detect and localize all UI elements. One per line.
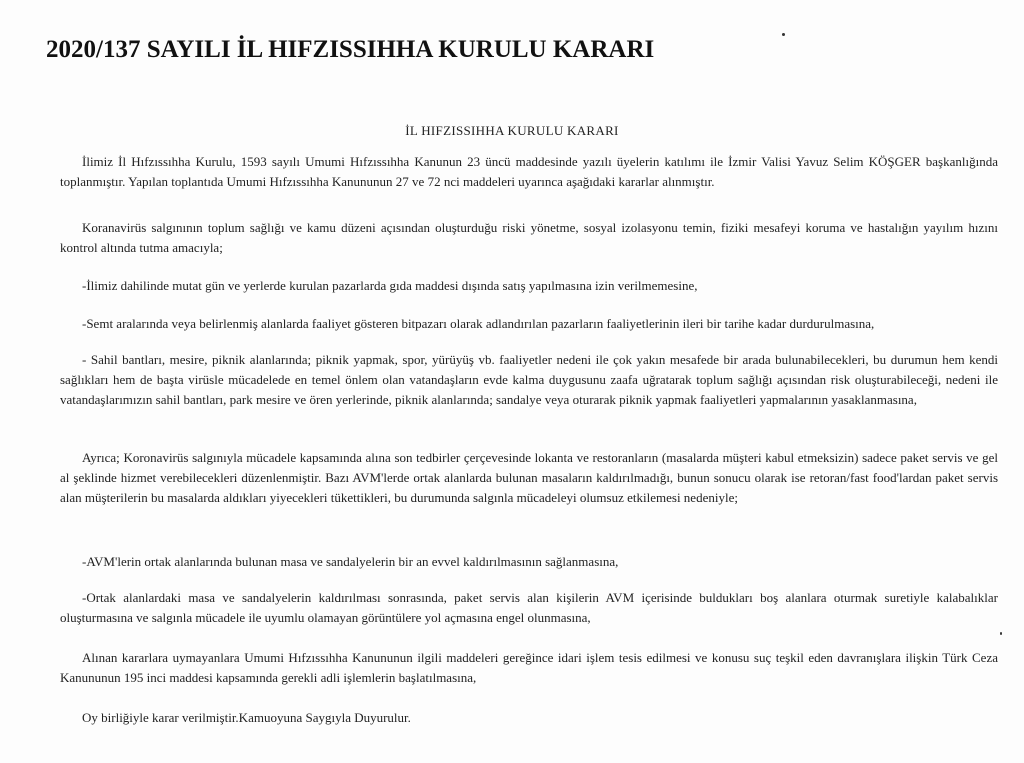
paragraph-decision-mall-crowds: -Ortak alanlardaki masa ve sandalyelerin kaldırılması sonrasında, paket servis alan kişilerin AVM içerisinde buldukları boş alanlara oturmak suretiyle kalabalıklar oluşturmasına ve salgınla mücadele ile uyumlu olamayan görüntülere yol açmasına engel olunmasına, [60,590,998,625]
paragraph-decision-markets: -İlimiz dahilinde mutat gün ve yerlerde kurulan pazarlarda gıda maddesi dışında satış yapılmasına izin verilmemesine, [82,278,698,293]
scan-speck [1000,632,1002,635]
paragraph-decision-mall-tables: -AVM'lerin ortak alanlarında bulunan masa ve sandalyelerin bir an evvel kaldırılmasının sağlanmasına, [82,554,619,569]
paragraph-intro: İlimiz İl Hıfzıssıhha Kurulu, 1593 sayılı Umumi Hıfzıssıhha Kanunun 23 üncü maddesinde yazılı üyelerin katılımı ile İzmir Valisi Yavuz Selim KÖŞGER başkanlığında toplanmıştır. Yapılan toplantıda Umumi Hıfzıssıhha Kanununun 27 ve 72 nci maddeleri uyarınca aşağıdaki kararlar alınmıştır. [60,154,998,189]
paragraph-decision-picnic: - Sahil bantları, mesire, piknik alanlarında; piknik yapmak, spor, yürüyüş vb. faaliyetler nedeni ile çok yakın mesafede bir arada bulunabilecekleri, bu durumun hem kendi sağlıkları hem de başta virüsle mücadelede en temel önlem olan vatandaşların evde kalma duygusunu zaafa uğratarak toplum sağlığı açısından risk oluşturabileceği, nedeni ile vatandaşlarımızın sahil bantları, park mesire ve ören yerlerinde, piknik alanlarında; sandalye veya oturarak piknik yapmak faaliyetleri yapmalarının yasaklanmasına, [60,352,998,407]
paragraph-closing: Oy birliğiyle karar verilmiştir.Kamuoyuna Saygıyla Duyurulur. [82,710,411,725]
document-title: 2020/137 SAYILI İL HIFZISSIHHA KURULU KARARI [46,36,655,63]
paragraph-penalties: Alınan kararlara uymayanlara Umumi Hıfzıssıhha Kanununun ilgili maddeleri gereğince idari işlem tesis edilmesi ve konusu suç teşkil eden davranışlara ilişkin Türk Ceza Kanununun 195 inci maddesi kapsamında gerekli adli işlemlerin başlatılmasına, [60,650,998,685]
paragraph-decision-flea-markets: -Semt aralarında veya belirlenmiş alanlarda faaliyet gösteren bitpazarı olarak adlandırılan pazarların faaliyetlerinin ileri bir tarihe kadar durdurulmasına, [82,316,875,331]
document-subtitle: İL HIFZISSIHHA KURULU KARARI [405,123,619,138]
paragraph-purpose: Koranavirüs salgınının toplum sağlığı ve kamu düzeni açısından oluşturduğu riski yönetme, sosyal izolasyonu temin, fiziki mesafeyi koruma ve hastalığın yayılım hızını kontrol altında tutma amacıyla; [60,220,998,255]
paragraph-restaurants: Ayrıca; Koronavirüs salgınıyla mücadele kapsamında alına son tedbirler çerçevesinde lokanta ve restoranların (masalarda müşteri kabul etmeksizin) sadece paket servis ve gel al şeklinde hizmet verebilecekleri düzenlenmiştir. Bazı AVM'lerde ortak alanlarda bulunan masaların kaldırılmadığı, bunun sonucu olarak ise retoran/fast food'lardan paket servis alan müşterilerin bu masalarda aldıkları yiyecekleri tükettikleri, bu durumunda salgınla mücadeleyi olumsuz etkilemesi nedeniyle; [60,450,998,505]
scan-speck [782,33,785,36]
